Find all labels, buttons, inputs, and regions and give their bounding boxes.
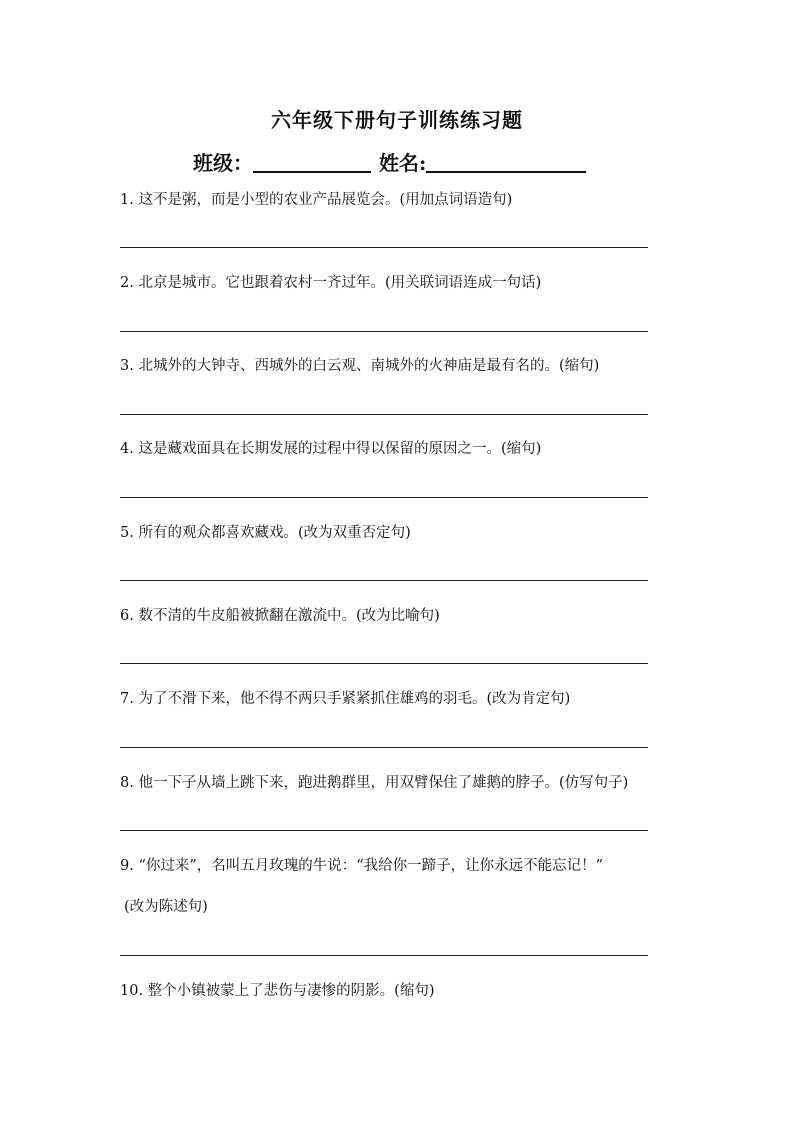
answer-line-5[interactable]: [120, 580, 648, 581]
class-blank[interactable]: [253, 149, 371, 173]
question-5: 5. 所有的观众都喜欢藏戏。(改为双重否定句): [120, 525, 411, 541]
answer-line-9[interactable]: [120, 955, 648, 956]
student-info-row: [193, 146, 586, 176]
page-title: 六年级下册句子训练练习题: [271, 108, 523, 132]
question-4: 4. 这是藏戏面具在长期发展的过程中得以保留的原因之一。(缩句): [120, 441, 542, 457]
answer-line-4[interactable]: [120, 497, 648, 498]
question-1: 1. 这不是粥，而是小型的农业产品展览会。(用加点词语造句): [120, 192, 513, 208]
question-10: 10. 整个小镇被蒙上了悲伤与凄惨的阴影。(缩句): [120, 983, 435, 999]
question-8: 8. 他一下子从墙上跳下来，跑进鹅群里，用双臂保住了雄鹅的脖子。(仿写句子): [120, 775, 629, 791]
question-7: 7. 为了不滑下来，他不得不两只手紧紧抓住雄鸡的羽毛。(改为肯定句): [120, 691, 571, 707]
question-6: 6. 数不清的牛皮船被掀翻在激流中。(改为比喻句): [120, 608, 440, 624]
answer-line-7[interactable]: [120, 747, 648, 748]
name-blank[interactable]: [426, 149, 586, 173]
answer-line-2[interactable]: [120, 331, 648, 332]
answer-line-1[interactable]: [120, 247, 648, 248]
question-9: 9. “你过来”，名叫五月玫瑰的牛说：“我给你一蹄子，让你永远不能忘记！”: [120, 858, 604, 874]
question-9-instruction: (改为陈述句): [124, 899, 208, 915]
answer-line-6[interactable]: [120, 663, 648, 664]
answer-line-8[interactable]: [120, 830, 648, 831]
question-3: 3. 北城外的大钟寺、西城外的白云观、南城外的火神庙是最有名的。(缩句): [120, 358, 600, 374]
class-label: 班级：: [193, 151, 253, 175]
question-2: 2. 北京是城市。它也跟着农村一齐过年。(用关联词语连成一句话): [120, 275, 542, 291]
name-label: 姓名:: [379, 151, 427, 175]
answer-line-3[interactable]: [120, 414, 648, 415]
